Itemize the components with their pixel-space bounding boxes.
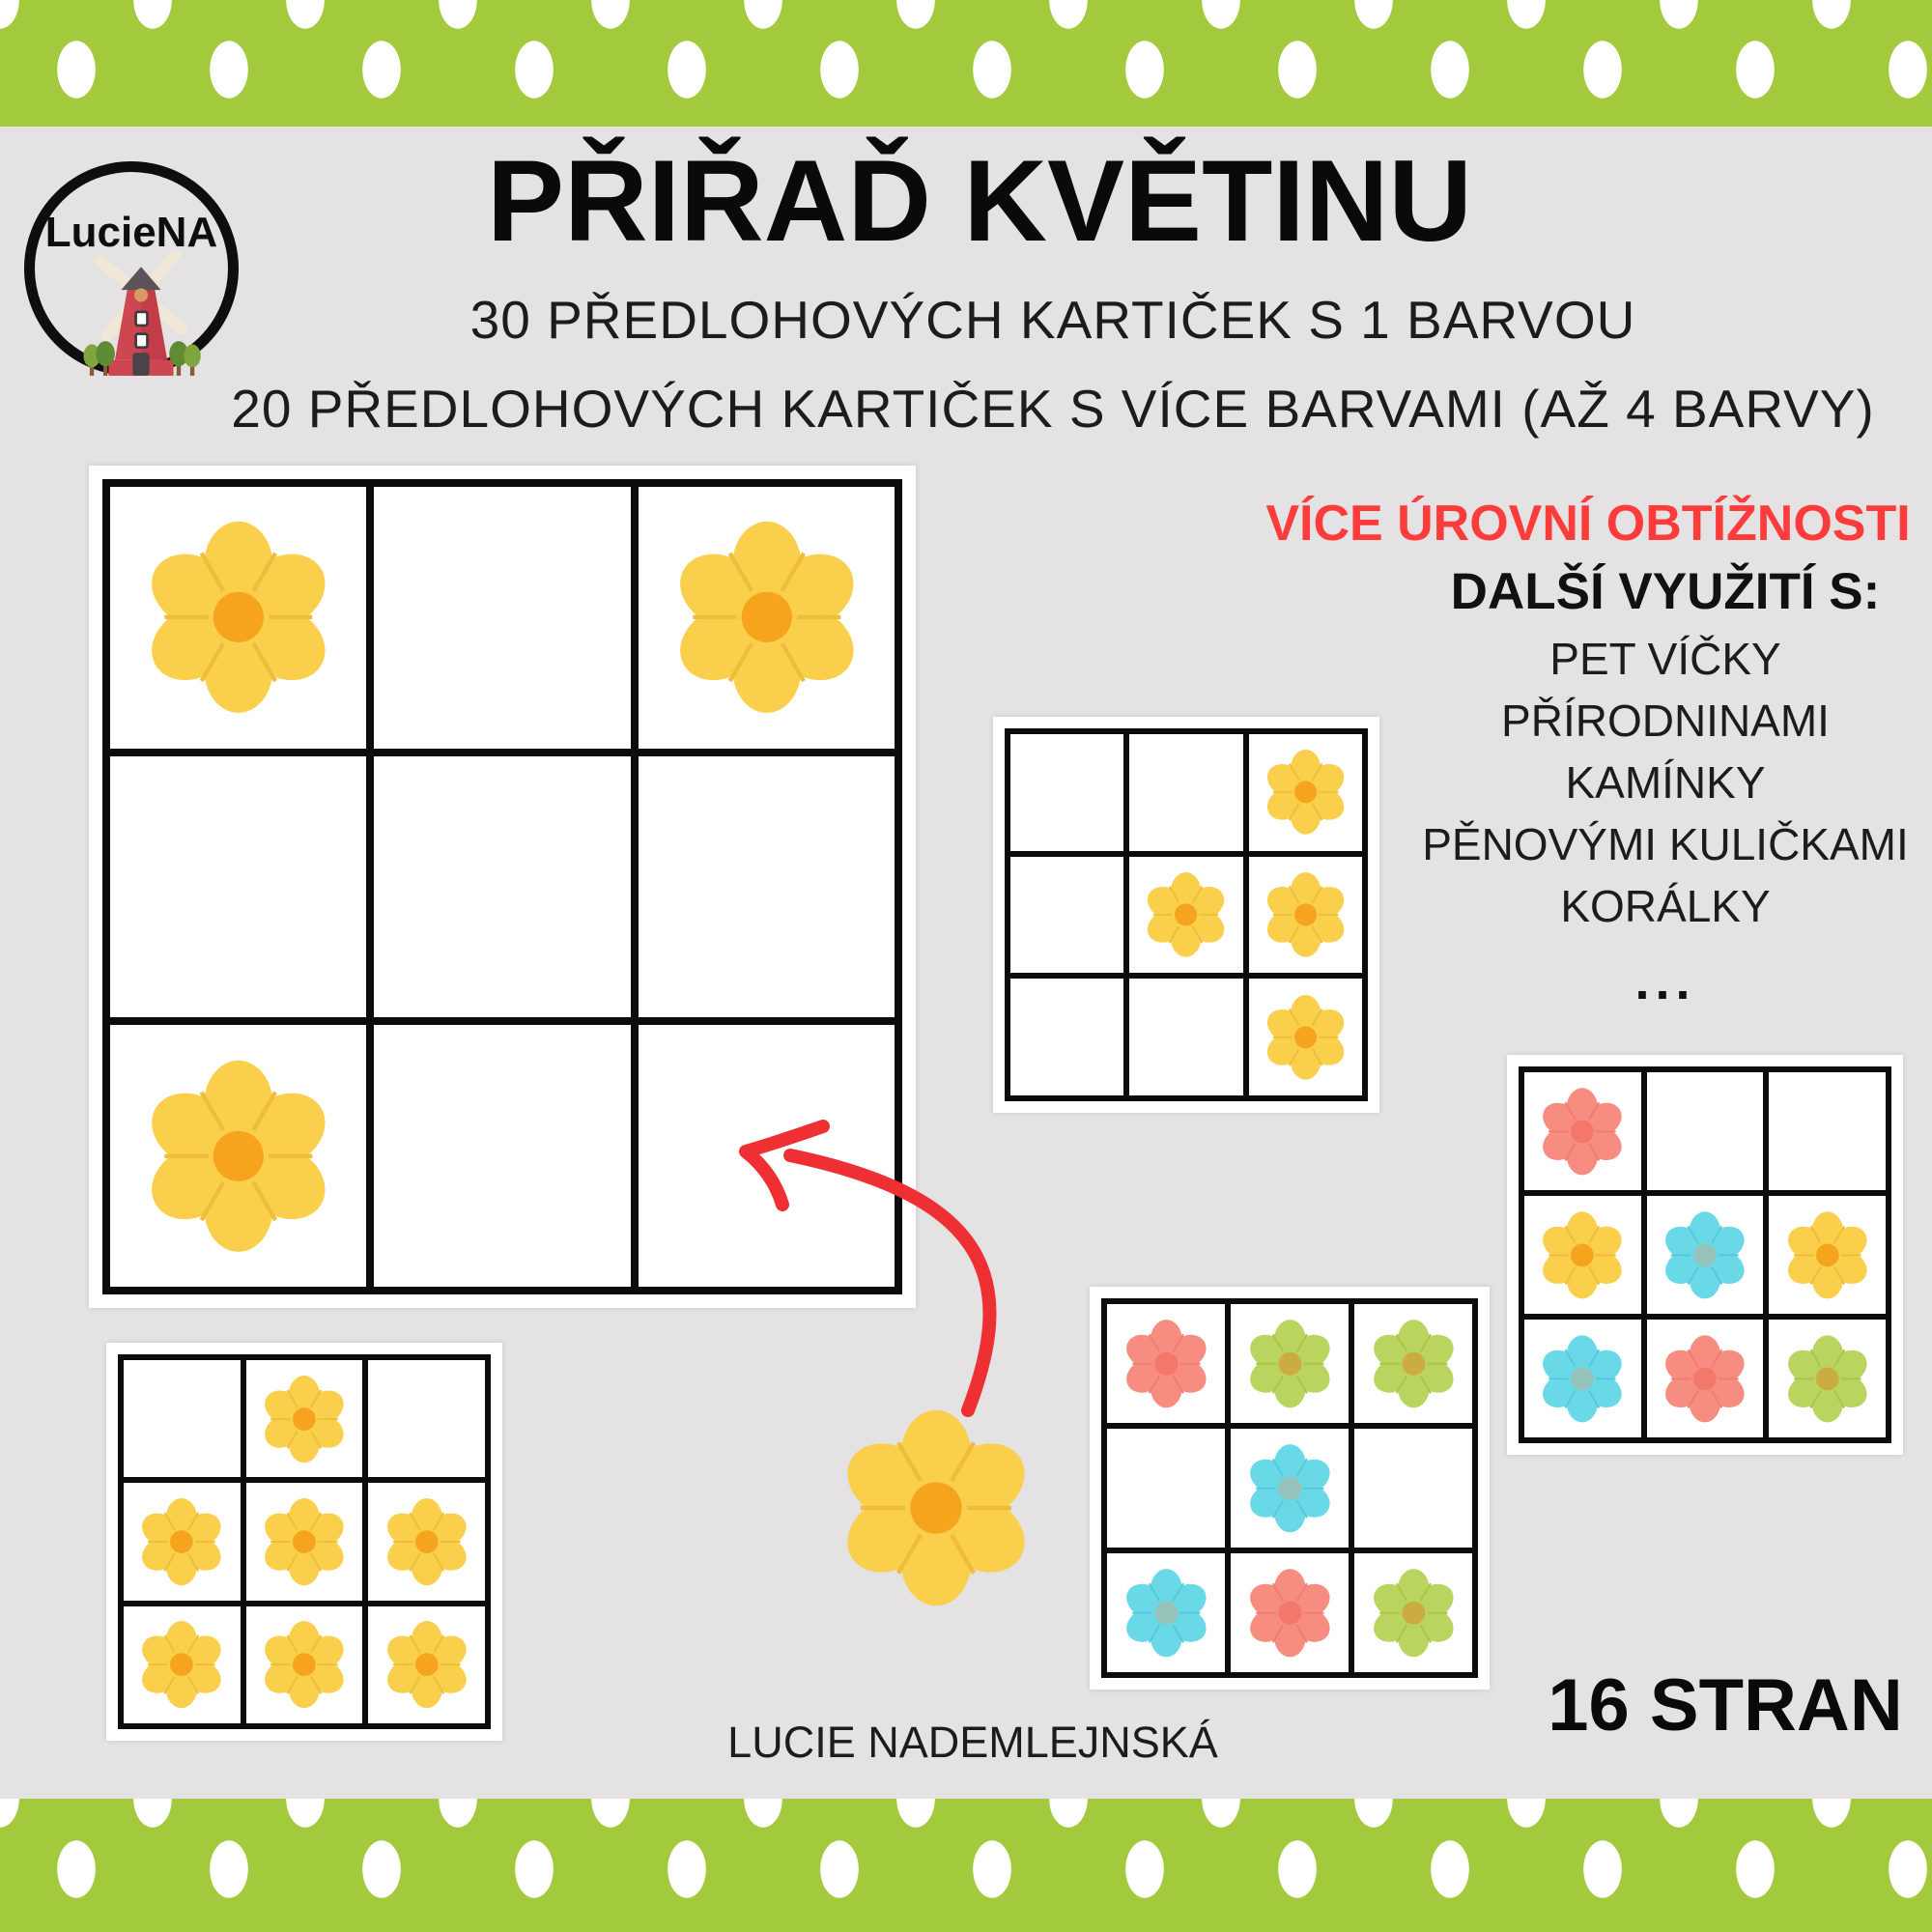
grid-cell-empty — [121, 1357, 243, 1480]
usage-ellipsis: ... — [1634, 952, 1696, 1010]
grid-cell-yellow-flower — [243, 1604, 366, 1726]
flower-yellow — [141, 518, 336, 717]
flower-yellow — [1143, 870, 1229, 959]
grid-cell-red-flower — [1521, 1069, 1644, 1193]
grid-cell-yellow-flower — [365, 1480, 488, 1603]
grid-cell-empty — [370, 483, 634, 753]
grid-cell-empty — [1008, 854, 1126, 977]
polka-dot-border-top — [0, 0, 1932, 127]
grid-cell-yellow-flower — [1766, 1193, 1889, 1317]
subtitle-line-1: 30 PŘEDLOHOVÝCH KARTIČEK S 1 BARVOU — [469, 290, 1636, 350]
grid-cell-empty — [1008, 731, 1126, 854]
flower-yellow — [137, 1497, 226, 1586]
grid-cell-blue-flower — [1228, 1426, 1351, 1550]
flower-yellow — [1263, 748, 1349, 837]
grid-cell-yellow-flower — [1246, 854, 1365, 977]
grid-cell-empty — [365, 1357, 488, 1480]
usage-item: PĚNOVÝMI KULIČKAMI — [1422, 819, 1909, 869]
flower-yellow — [260, 1375, 349, 1463]
grid-cell-empty — [1644, 1069, 1767, 1193]
flower-yellow — [669, 518, 865, 717]
grid-cell-red-flower — [1228, 1550, 1351, 1675]
grid-multicolor-right — [1519, 1066, 1891, 1443]
grid-cell-yellow-flower — [1126, 854, 1245, 977]
grid-cell-yellow-flower — [121, 1480, 243, 1603]
usage-item: KORÁLKY — [1560, 881, 1771, 931]
flower-red — [1245, 1568, 1335, 1658]
polka-dot-border-bottom — [0, 1799, 1932, 1932]
difficulty-highlight: VÍCE ÚROVNÍ OBTÍŽNOSTI — [1265, 496, 1911, 552]
grid-cell-blue-flower — [1104, 1550, 1228, 1675]
grid-cell-empty — [1126, 731, 1245, 854]
grid-cell-yellow-flower — [1246, 731, 1365, 854]
subtitle-block — [135, 275, 1932, 453]
grid-cell-empty — [1126, 976, 1245, 1098]
flower-red — [1122, 1319, 1211, 1408]
grid-cell-empty — [106, 753, 370, 1022]
page-count: 16 STRAN — [1548, 1664, 1903, 1747]
flower-blue — [1661, 1210, 1749, 1300]
grid-cell-green-flower — [1228, 1301, 1351, 1426]
grid-cell-yellow-flower — [1521, 1193, 1644, 1317]
card-grid-yellow-medium — [993, 717, 1379, 1113]
grid-cell-empty — [1766, 1069, 1889, 1193]
page-title: PŘIŘAĎ KVĚTINU — [486, 136, 1473, 266]
flower-green — [1369, 1319, 1459, 1408]
subtitle-line-2: 20 PŘEDLOHOVÝCH KARTIČEK S VÍCE BARVAMI (AŽ 4 BARVY) — [231, 379, 1875, 439]
grid-cell-green-flower — [1351, 1550, 1475, 1675]
grid-cell-yellow-flower — [635, 483, 898, 753]
flower-yellow — [137, 1620, 226, 1709]
grid-cell-empty — [370, 753, 634, 1022]
grid-cell-green-flower — [1351, 1301, 1475, 1426]
author-name: LUCIE NADEMLEJNSKÁ — [727, 1718, 1218, 1767]
grid-cell-green-flower — [1766, 1317, 1889, 1440]
grid-cell-empty — [1351, 1426, 1475, 1550]
grid-cell-yellow-flower — [106, 483, 370, 753]
grid-cell-red-flower — [1644, 1317, 1767, 1440]
flower-blue — [1122, 1568, 1211, 1658]
flower-green — [1245, 1319, 1335, 1408]
usage-item: PET VÍČKY — [1549, 634, 1781, 684]
grid-cell-red-flower — [1104, 1301, 1228, 1426]
flower-blue — [1245, 1443, 1335, 1533]
flower-blue — [1538, 1334, 1627, 1424]
usage-list — [1376, 628, 1932, 937]
logo-text: LucieNA — [44, 209, 218, 256]
grid-multicolor-bottom — [1101, 1298, 1478, 1678]
grid-cell-yellow-flower — [365, 1604, 488, 1726]
flower-red — [1661, 1334, 1749, 1424]
flower-yellow — [383, 1497, 471, 1586]
card-grid-multicolor-right — [1507, 1055, 1903, 1455]
flower-yellow — [1783, 1210, 1872, 1300]
arrow-strokes — [746, 1126, 989, 1410]
grid-cell-yellow-flower — [121, 1604, 243, 1726]
grid-cell-empty — [370, 1021, 634, 1291]
flower-yellow — [260, 1497, 349, 1586]
flower-green — [1783, 1334, 1872, 1424]
grid-cell-yellow-flower — [106, 1021, 370, 1291]
grid-cell-empty — [1008, 976, 1126, 1098]
flower-yellow — [141, 1057, 336, 1256]
flower-red — [1538, 1087, 1627, 1177]
flower-yellow — [1263, 993, 1349, 1082]
flower-yellow — [260, 1620, 349, 1709]
card-grid-multicolor-bottom — [1090, 1287, 1490, 1690]
grid-cell-empty — [1104, 1426, 1228, 1550]
grid-cell-yellow-flower — [243, 1357, 366, 1480]
match-arrow-icon — [705, 1101, 1043, 1439]
grid-cell-blue-flower — [1644, 1193, 1767, 1317]
grid-cell-yellow-flower — [1246, 976, 1365, 1098]
grid-cell-yellow-flower — [243, 1480, 366, 1603]
usage-item: KAMÍNKY — [1565, 757, 1766, 808]
usage-heading: DALŠÍ VYUŽITÍ S: — [1450, 563, 1881, 620]
flower-green — [1369, 1568, 1459, 1658]
usage-item: PŘÍRODNINAMI — [1501, 696, 1830, 746]
grid-cell-blue-flower — [1521, 1317, 1644, 1440]
card-grid-yellow-small — [106, 1343, 502, 1741]
grid-cell-empty — [635, 753, 898, 1022]
flower-yellow — [383, 1620, 471, 1709]
flower-yellow — [1263, 870, 1349, 959]
grid-yellow-medium — [1005, 728, 1368, 1101]
grid-yellow-small — [118, 1354, 491, 1729]
flower-yellow — [1538, 1210, 1627, 1300]
